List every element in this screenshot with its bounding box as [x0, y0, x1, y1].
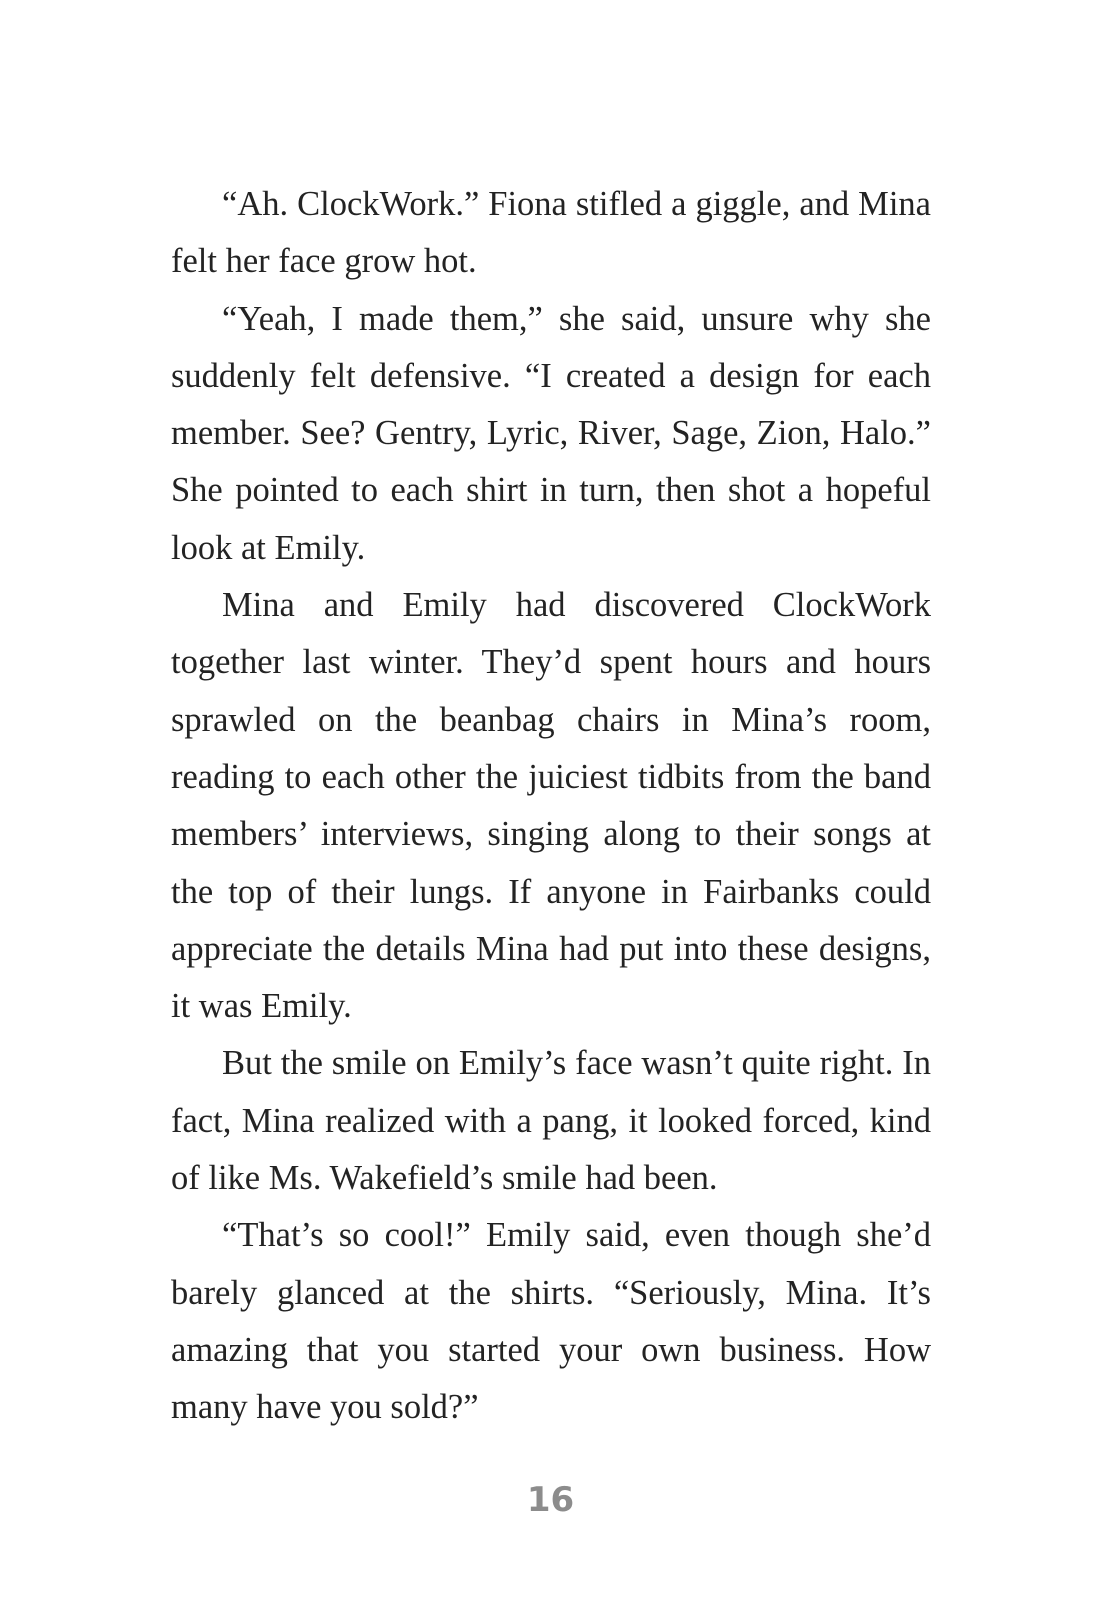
- page-number: 16: [526, 1480, 575, 1520]
- paragraph-1: “Ah. ClockWork.” Fiona stifled a giggle, and Mina felt her face grow hot.: [171, 185, 931, 281]
- paragraph-4: But the smile on Emily’s face wasn’t quite right. In fact, Mina realized with a pang, it looked forced, kind of like Ms. Wakefield’s smile had been.: [171, 1044, 931, 1198]
- body-text: [171, 176, 931, 1437]
- paragraph-2: “Yeah, I made them,” she said, unsure why she suddenly felt defensive. “I created a design for each member. See? Gentry, Lyric, River, Sage, Zion, Halo.” She pointed to each shirt in turn, then shot a hopeful look at Emily.: [171, 299, 931, 567]
- paragraph-5: “That’s so cool!” Emily said, even though she’d barely glanced at the shirts. “Seriously, Mina. It’s amazing that you started your own business. How many have you sold?”: [171, 1216, 931, 1427]
- paragraph-3: Mina and Emily had discovered ClockWork together last winter. They’d spent hours and hours sprawled on the beanbag chairs in Mina’s room, reading to each other the juiciest tidbits from the band members’ interviews, singing along to their songs at the top of their lungs. If anyone in Fairbanks could appreciate the details Mina had put into these designs, it was Emily.: [171, 586, 931, 1026]
